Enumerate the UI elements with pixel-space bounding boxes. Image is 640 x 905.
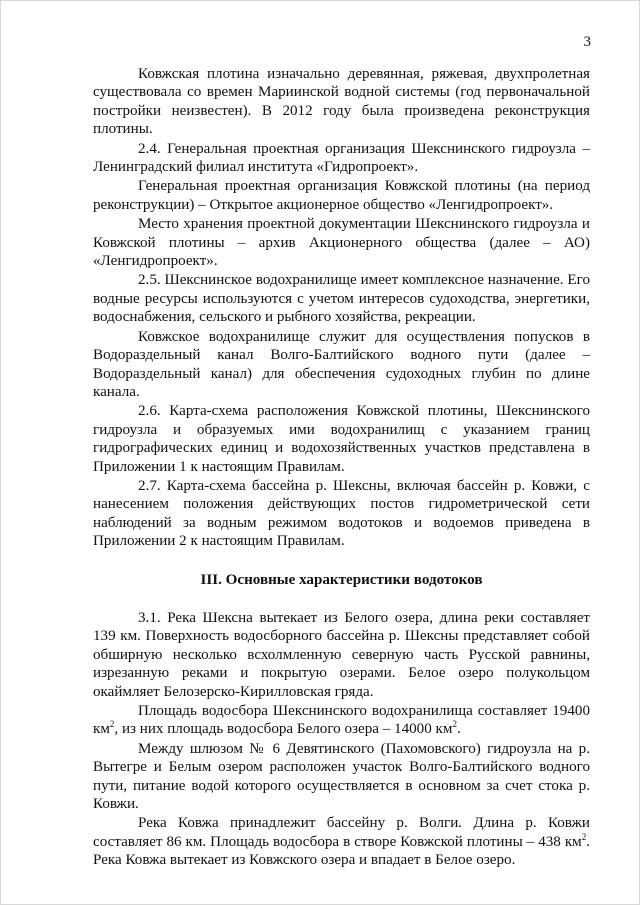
paragraph-2-7: 2.7. Карта-схема бассейна р. Шексны, включая бассейн р. Ковжи, с нанесением положения действующих постов гидрометрической сети наблюдений за водным режимом водотоков и водоемов приведена в Приложении 2 к настоящим Правилам.: [93, 477, 590, 550]
paragraph-archive: Место хранения проектной документации Шекснинского гидроузла и Ковжской плотины – архив Акционерного общества (далее – АО) «Ленгидропроект».: [93, 216, 590, 270]
paragraph-kovzha-river: [93, 814, 590, 869]
kovzha-superscript: 2: [581, 831, 587, 842]
paragraph-plotina-history: Ковжская плотина изначально деревянная, ряжевая, двухпролетная существовала со времен Мариинской водной системы (год первоначальной постройки неизвестен). В 2012 году была произведена реконструкция плотины.: [93, 66, 590, 138]
area-text-after: .: [456, 721, 461, 738]
paragraph-3-1: 3.1. Река Шексна вытекает из Белого озера, длина реки составляет 139 км. Поверхность водосборного бассейна р. Шексны представляет собой обширную несколько всхолмленную северную часть Русской равнины, изрезанную реками и покрытую озерами. Белое озеро полукольцом окаймляет Белозерско-Кирилловская гряда.: [93, 609, 590, 700]
section-title: III. Основные характеристики водотоков: [200, 571, 483, 588]
paragraph-2-5: 2.5. Шекснинское водохранилище имеет комплексное назначение. Его водные ресурсы используются с учетом интересов судоходства, энергетики, водоснабжения, сельского и рыбного хозяйства, рекреации.: [93, 272, 590, 326]
area-superscript-1: 2: [109, 719, 115, 730]
paragraph-2-4: 2.4. Генеральная проектная организация Шекснинского гидроузла – Ленинградский филиал института «Гидропроект».: [93, 140, 590, 176]
kovzha-text-before: Река Ковжа принадлежит бассейну р. Волги. Длина р. Ковжи составляет 86 км. Площадь водосбора в створе Ковжской плотины – 438 км: [93, 815, 590, 850]
paragraph-catchment-area: [93, 702, 590, 739]
kovzha-text-after: . Река Ковжа вытекает из Ковжского озера и впадает в Белое озеро.: [93, 833, 590, 869]
area-text-before: Площадь водосбора Шекснинского водохранилища составляет 19400 км: [93, 703, 590, 738]
page-number: 3: [583, 34, 591, 50]
paragraph-kovzha-project-org: Генеральная проектная организация Ковжской плотины (на период реконструкции) – Открытое акционерное общество «Ленгидропроект».: [93, 178, 590, 213]
paragraph-2-6: 2.6. Карта-схема расположения Ковжской плотины, Шекснинского гидроузла и образуемых ими водохранилищ с указанием границ гидрографических единиц и водохозяйственных участков представлена в Приложении 1 к настоящим Правилам.: [93, 403, 590, 475]
paragraph-kovzha-reservoir: Ковжское водохранилище служит для осуществления попусков в Водораздельный канал Волго-Балтийского водного пути (далее – Водораздельный канал) для обеспечения судоходных глубин по длине канала.: [93, 328, 590, 400]
paragraph-sluice: Между шлюзом № 6 Девятинского (Пахомовского) гидроузла на р. Вытегре и Белым озером расположен участок Волго-Балтийского водного пути, питание водой которого осуществляется в основном за счет стока р. Ковжи.: [93, 740, 590, 813]
document-body: [93, 65, 590, 870]
area-superscript-2: 2: [452, 719, 457, 730]
area-text-middle: , из них площадь водосбора Белого озера – 14000 км: [114, 721, 453, 738]
